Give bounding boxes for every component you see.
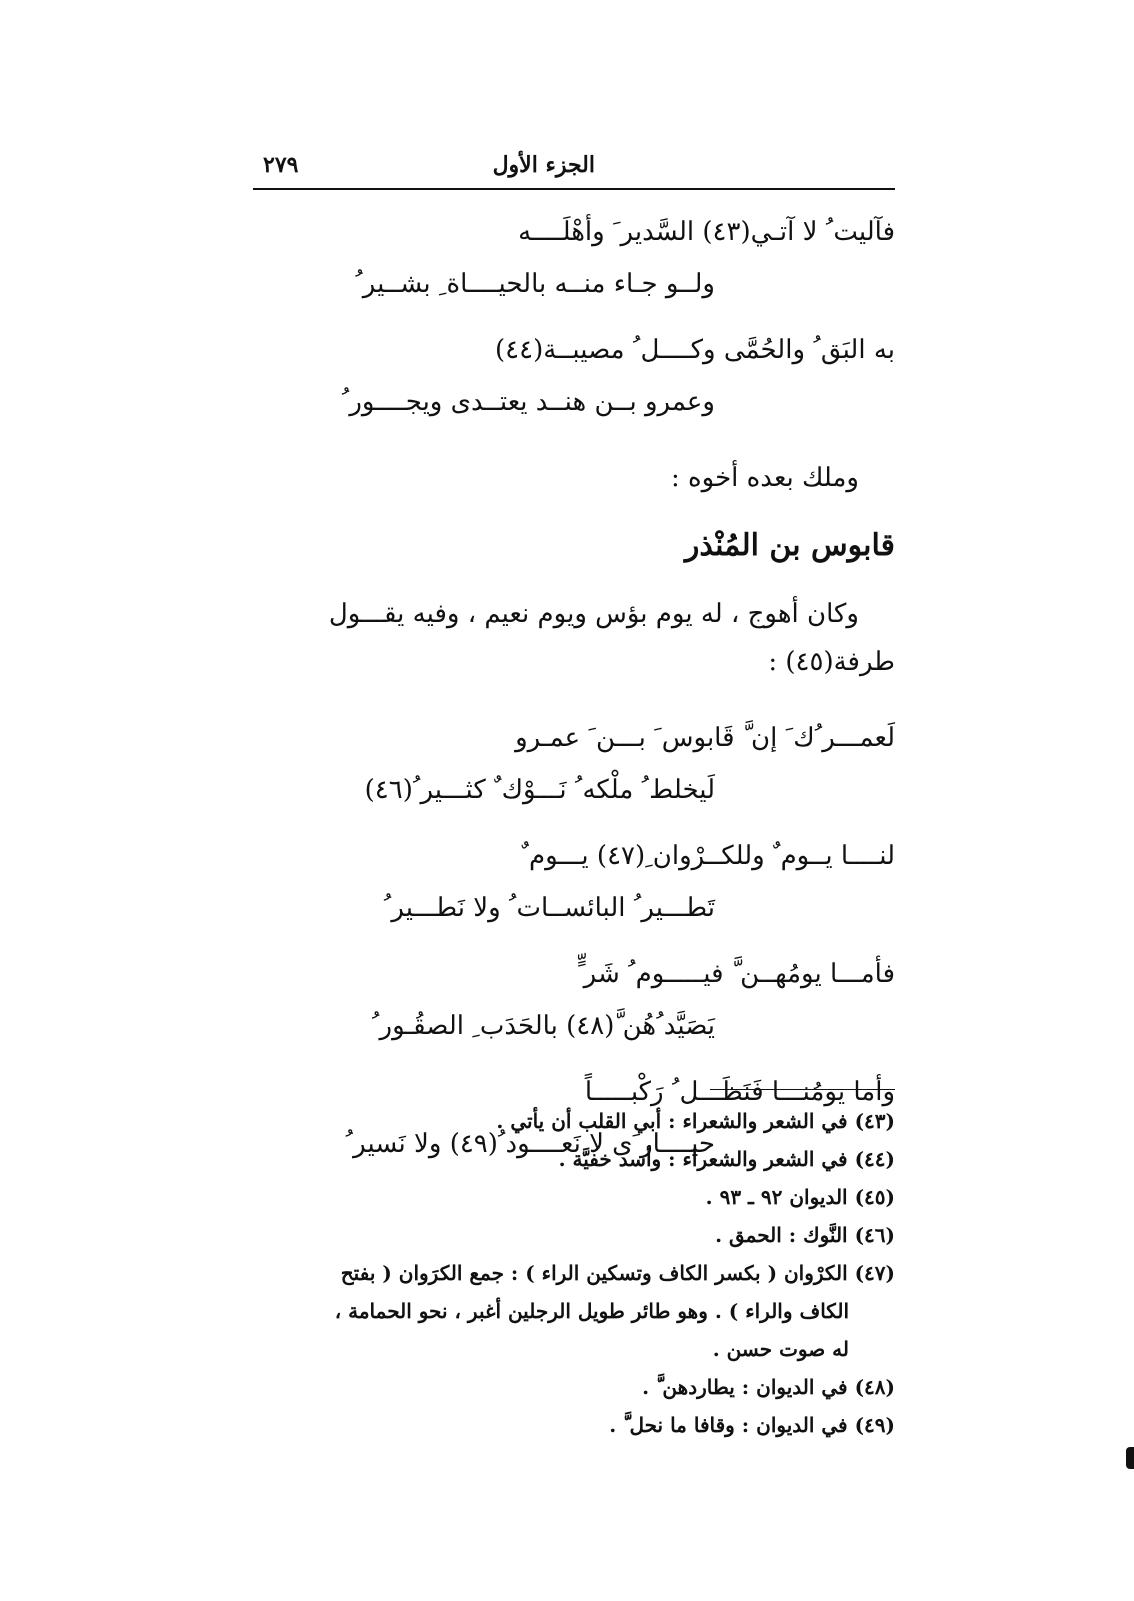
section-heading: قابوس بن المُنْذر <box>684 528 895 563</box>
verse-hemistich: ولــو جـاء منــه بالحيــــاة ِ بشــير ُ <box>355 269 715 299</box>
verse-hemistich: يَصَيَّد ُهُن َّ(٤٨) بالحَدَب ِ الصقُـور ُ <box>371 1011 715 1041</box>
prose-line: وكان أهوج ، له يوم بؤس ويوم نعيم ، وفيه يقـــول <box>328 599 859 629</box>
verse-hemistich: لَيخلط ُ ملْكه ُ نَـــوْك ٌ كثـــير ُ(٤٦) <box>364 775 715 805</box>
footnote-separator <box>710 1089 895 1090</box>
footnote: (٤٤) في الشعر والشعراء : وأسد خفيَّة . <box>558 1147 895 1171</box>
scan-edge-mark <box>1126 1447 1134 1469</box>
verse-hemistich: فآليت ُ لا آتـي(٤٣) السَّدير َ وأهْلَــــه <box>518 217 895 247</box>
footnotes <box>253 1102 895 1444</box>
running-title: الجزء الأول <box>492 152 595 178</box>
page-number: ٢٧٩ <box>263 152 299 178</box>
verse-hemistich: لنــــا يــوم ٌ وللكــرْوان ِ(٤٧) يـــوم ٌ <box>521 841 895 871</box>
verse-hemistich: تَطـــير ُ البائســات ُ ولا نَطـــير ُ <box>383 893 715 923</box>
verse-hemistich: وأما يومُنـــا فَنَظَـــل ُ رَكْبـــــاً <box>584 1077 895 1107</box>
verse-hemistich: لَعمـــر ُك َ إن َّ قَابوس َ بـــن َ عمـرو <box>515 723 895 753</box>
footnote: (٤٧) الكرْوان ( بكسر الكاف وتسكين الراء ) : جمع الكرَوان ( بفتح <box>340 1261 895 1285</box>
footnote: (٤٥) الديوان ٩٢ ـ ٩٣ . <box>705 1185 895 1209</box>
intro-line: وملك بعده أخوه : <box>671 463 859 493</box>
poem-block-1 <box>253 206 895 428</box>
footnote-continuation: له صوت حسن . <box>712 1337 849 1361</box>
verse-hemistich: به البَق ُ والحُمَّى وكــــل ُ مصيبــة(٤٤) <box>495 335 895 365</box>
page-header <box>253 152 895 190</box>
footnote: (٤٣) في الشعر والشعراء : أبي القلب أن يأتي . <box>496 1109 895 1133</box>
prose-line: طرفة(٤٥) : <box>768 647 895 677</box>
footnote: (٤٦) النَّوك : الحمق . <box>715 1223 895 1247</box>
footnote-continuation: الكاف والراء ) . وهو طائر طويل الرجلين أغبر ، نحو الحمامة ، <box>334 1299 849 1323</box>
main-text <box>253 206 895 1170</box>
verse-hemistich: فأمـــا يومُهــن َّ فيـــــوم ُ شَر ٍّ <box>575 959 895 989</box>
footnote: (٤٨) في الديوان : يطاردهن َّ . <box>642 1375 895 1399</box>
verse-hemistich: وعمرو بــن هنــد يعتــدى ويجــــور ُ <box>341 387 715 417</box>
verse-hemistich: حيــــار َى لا نَعــــود ُ(٤٩) ولا نَسير ُ <box>345 1129 715 1159</box>
footnote: (٤٩) في الديوان : وقافا ما نحل َّ . <box>609 1413 895 1437</box>
